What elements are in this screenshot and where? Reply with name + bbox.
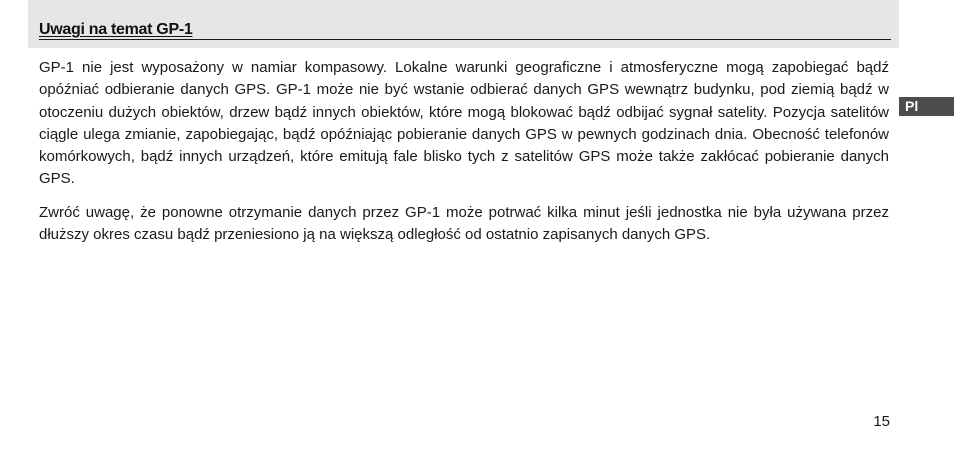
paragraph-gps-limitations: GP-1 nie jest wyposażony w namiar kompasowy. Lokalne warunki geograficzne i atmosferyczne mogą zapobiegać bądź opóźniać odbieranie danych GPS. GP-1 może nie być wstanie odbierać danych GPS wewnątrz budynku, pod ziemią bądź w otoczeniu dużych obiektów, drzew bądź innych obiektów, które mogą blokować bądź odbijać sygnał satelity. Pozycja satelitów ciągle ulega zmianie, zapobiegając, bądź opóźniając pobieranie danych GPS w pewnych godzinach dnia. Obecność telefonów komórkowych, bądź innych urządzeń, które emitują fale blisko tych z satelitów GPS może także zakłócać pobieranie danych GPS. [39, 59, 889, 188]
section-title: Uwagi na temat GP-1 [39, 21, 193, 38]
page-number: 15 [873, 413, 890, 430]
heading-underline-rule [39, 39, 891, 40]
language-tab [899, 97, 954, 116]
paragraph-gps-reacquisition: Zwróć uwagę, że ponowne otrzymanie danych przez GP-1 może potrwać kilka minut jeśli jednostka nie była używana przez dłuższy okres czasu bądź przeniesiono ją na większą odległość od ostatnio zapisanych danych GPS. [39, 203, 889, 244]
body-text [39, 57, 889, 257]
language-tab-label: Pl [905, 98, 919, 114]
section-heading-band [28, 0, 899, 48]
